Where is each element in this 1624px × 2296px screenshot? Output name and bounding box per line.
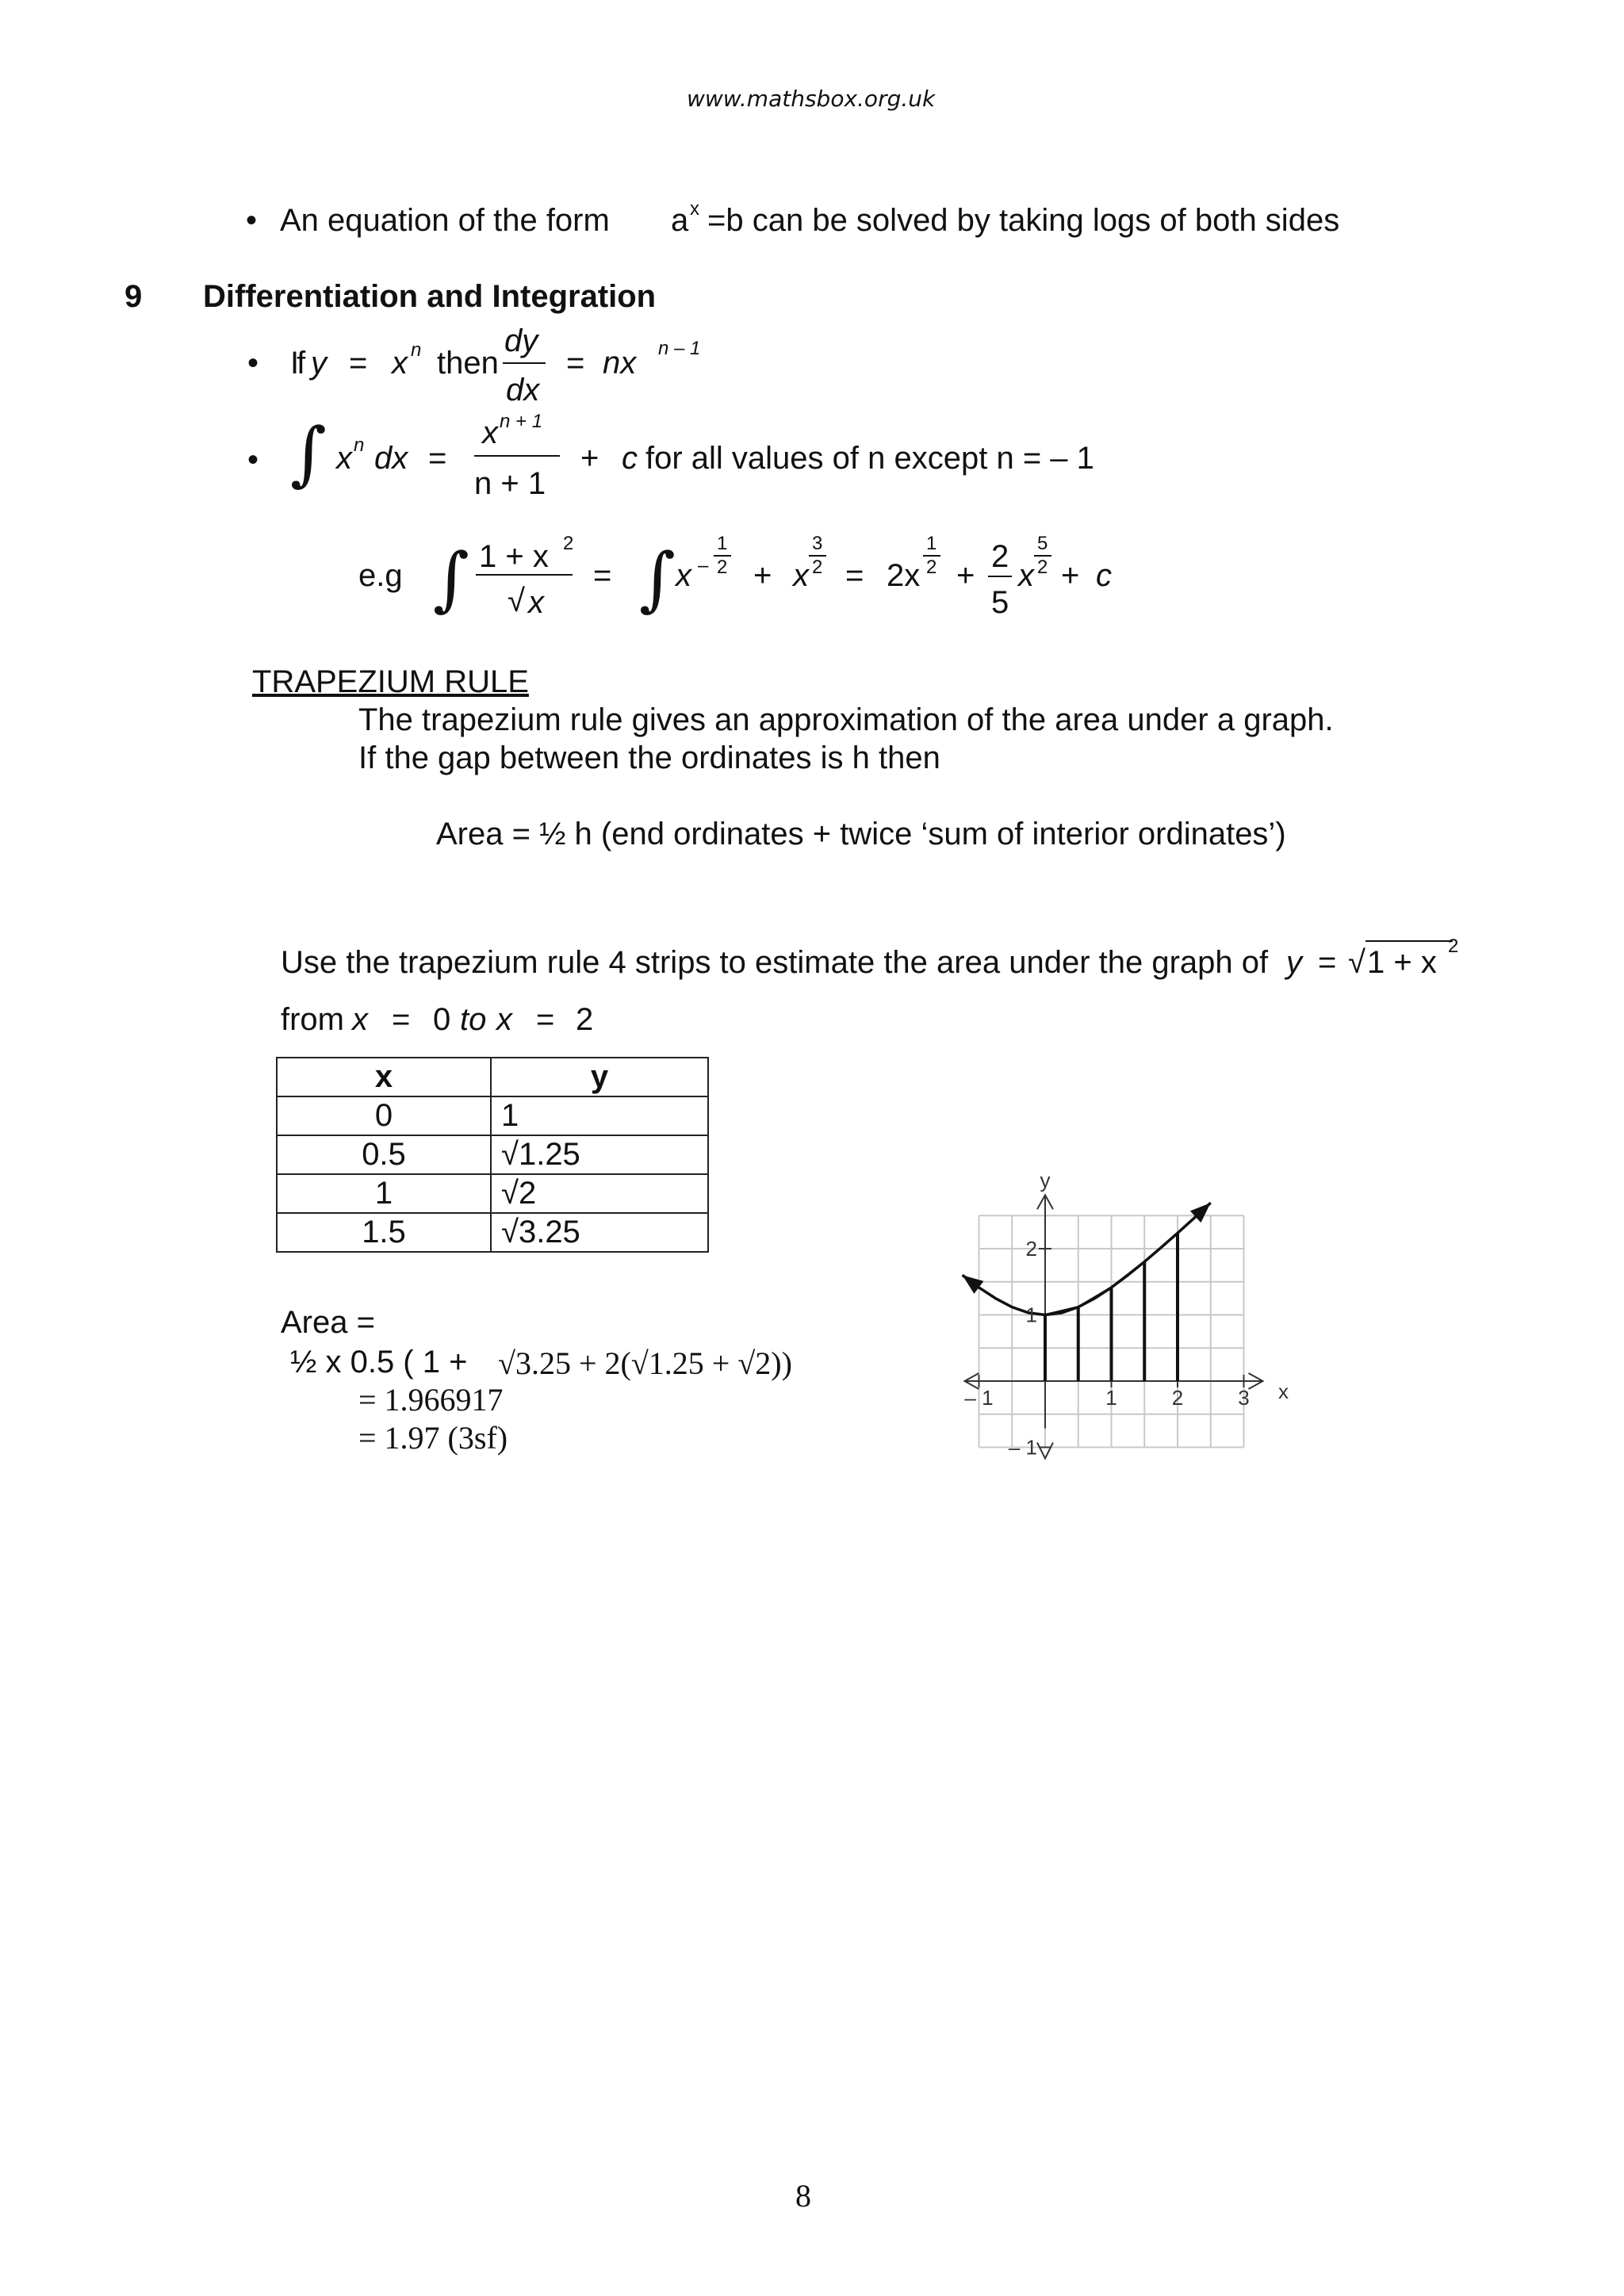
fraction-line: [474, 455, 560, 457]
table-row: [277, 1174, 708, 1213]
table-row: [277, 1135, 708, 1174]
diff-x: x: [392, 346, 408, 381]
question-equals: =: [1318, 945, 1337, 980]
table-cell-y: √3.25: [491, 1213, 708, 1252]
diff-then: then: [437, 346, 499, 381]
question-text: Use the trapezium rule 4 strips to estimate the area under the graph of: [281, 945, 1269, 980]
function-curve: [963, 1203, 1211, 1314]
table-cell-x: 0: [277, 1096, 491, 1135]
diff-if: If: [290, 346, 304, 381]
question-radicand: 1 + x: [1367, 945, 1437, 980]
page-number: 8: [795, 2178, 811, 2214]
example-plus-2: +: [956, 558, 975, 593]
question-x2: x: [496, 1002, 512, 1037]
bullet-point: •: [247, 442, 259, 477]
bullet-point: •: [246, 203, 258, 238]
y-tick-label: 2: [1025, 1237, 1037, 1261]
question-to: to: [460, 1002, 487, 1037]
example-constant: c: [1096, 558, 1112, 593]
intro-equation-exponent: x: [690, 198, 699, 220]
int-constant: c: [622, 441, 638, 476]
radical-bar: [1365, 940, 1453, 942]
example-numerator-exponent: 2: [563, 533, 574, 554]
y-tick-label: 1: [1025, 1303, 1037, 1327]
exponent-denominator: 2: [1037, 557, 1048, 578]
x-tick-label: 1: [1105, 1386, 1117, 1410]
example-x4: x: [1018, 558, 1034, 593]
question-root-sign: √: [1348, 945, 1365, 980]
trapezium-description-1: The trapezium rule gives an approximation of the area under a graph.: [358, 702, 1334, 737]
integral-sign: ∫: [290, 412, 327, 494]
int-condition: for all values of n except n = – 1: [645, 441, 1094, 476]
table-cell-x: 1: [277, 1174, 491, 1213]
curve-arrow-left: [963, 1275, 984, 1294]
table-row: [277, 1096, 708, 1135]
trapezium-formula: Area = ½ h (end ordinates + twice ‘sum of interior ordinates’): [436, 817, 1286, 851]
question-equals-2: =: [536, 1002, 555, 1037]
x-tick-label: – 1: [964, 1386, 994, 1410]
x-tick-label: 3: [1238, 1386, 1250, 1410]
question-x1: x: [352, 1002, 368, 1037]
int-dx: dx: [374, 441, 408, 476]
graph-curve: [963, 1203, 1211, 1314]
bullet-point: •: [247, 346, 259, 381]
header-url[interactable]: www.mathsbox.org.uk: [687, 86, 936, 112]
intro-equation-base: a: [671, 203, 689, 238]
trapezium-description-2: If the gap between the ordinates is h then: [358, 740, 940, 775]
fraction-line: [503, 362, 546, 364]
values-table: [276, 1057, 709, 1253]
working-line-b: √3.25 + 2(√1.25 + √2)): [498, 1345, 792, 1381]
trapezium-graph: [864, 1031, 1546, 1554]
intro-text-before: An equation of the form: [280, 203, 610, 238]
example-equals-2: =: [845, 558, 864, 593]
question-y: y: [1286, 945, 1302, 980]
diff-exponent: n – 1: [658, 338, 701, 359]
exponent-numerator: 5: [1037, 533, 1048, 554]
fraction-line: [988, 576, 1012, 577]
y-tick-label: – 1: [1008, 1435, 1037, 1460]
dy-numerator: dy: [504, 323, 538, 358]
graph-axes: [965, 1195, 1263, 1458]
section-title: Differentiation and Integration: [203, 279, 657, 314]
diff-nx: nx: [603, 346, 637, 381]
question-zero: 0: [433, 1002, 451, 1037]
question-radicand-exponent: 2: [1448, 936, 1459, 957]
diff-x-exponent: n: [411, 339, 422, 361]
trapezium-heading: TRAPEZIUM RULE: [252, 664, 529, 699]
intro-text-after: =b can be solved by taking logs of both sides: [707, 203, 1340, 238]
int-equals: =: [428, 441, 447, 476]
example-root-sign: √: [508, 584, 525, 618]
example-plus: +: [753, 558, 772, 593]
y-axis-label: y: [1040, 1168, 1051, 1192]
diff-y: y: [311, 346, 327, 381]
example-label: e.g: [358, 558, 403, 593]
table-cell-y: 1: [491, 1096, 708, 1135]
table-cell-x: 0.5: [277, 1135, 491, 1174]
x-axis-label: x: [1278, 1380, 1289, 1403]
exponent-numerator: 3: [812, 533, 823, 554]
exponent-numerator: 1: [717, 533, 728, 554]
exponent-denominator: 2: [926, 557, 937, 578]
question-equals-1: =: [392, 1002, 411, 1037]
example-equals: =: [593, 558, 612, 593]
table-header-x: x: [277, 1058, 491, 1096]
working-result: = 1.966917: [358, 1382, 504, 1418]
int-num-exponent: n + 1: [500, 411, 543, 432]
x-tick-label: 2: [1171, 1386, 1184, 1410]
graph-labels: [964, 1168, 1289, 1459]
example-2x: 2x: [887, 558, 921, 593]
dx-denominator: dx: [506, 373, 540, 408]
table-row: [277, 1213, 708, 1252]
table-cell-x: 1.5: [277, 1213, 491, 1252]
question-two: 2: [576, 1002, 594, 1037]
integral-sign: ∫: [639, 538, 676, 619]
int-num-x: x: [482, 415, 498, 450]
working-rounded: = 1.97 (3sf): [358, 1420, 508, 1456]
table-header-row: [277, 1058, 708, 1096]
example-x2: x: [793, 558, 809, 593]
int-x: x: [336, 441, 352, 476]
exponent-numerator: 1: [926, 533, 937, 554]
integral-sign: ∫: [433, 538, 469, 619]
int-plus: +: [580, 441, 599, 476]
section-number: 9: [124, 279, 143, 314]
diff-equals-2: =: [566, 346, 585, 381]
exponent-denominator: 2: [717, 557, 728, 578]
example-numerator: 1 + x: [479, 539, 549, 574]
working-line-a: ½ x 0.5 ( 1 +: [290, 1345, 468, 1380]
fraction-line: [476, 574, 573, 576]
table-cell-y: √1.25: [491, 1135, 708, 1174]
exponent-denominator: 2: [812, 557, 823, 578]
example-plus-3: +: [1061, 558, 1080, 593]
example-root-x: x: [528, 585, 544, 620]
int-x-exponent: n: [354, 434, 365, 456]
question-from: from: [281, 1002, 344, 1037]
example-x1: x: [676, 558, 691, 593]
int-denominator: n + 1: [474, 466, 546, 501]
diff-equals: =: [349, 346, 368, 381]
coefficient-numerator: 2: [991, 539, 1009, 574]
table-cell-y: √2: [491, 1174, 708, 1213]
exponent-sign: –: [698, 555, 709, 576]
coefficient-denominator: 5: [991, 585, 1009, 620]
table-header-y: y: [491, 1058, 708, 1096]
working-area-label: Area =: [281, 1305, 375, 1340]
